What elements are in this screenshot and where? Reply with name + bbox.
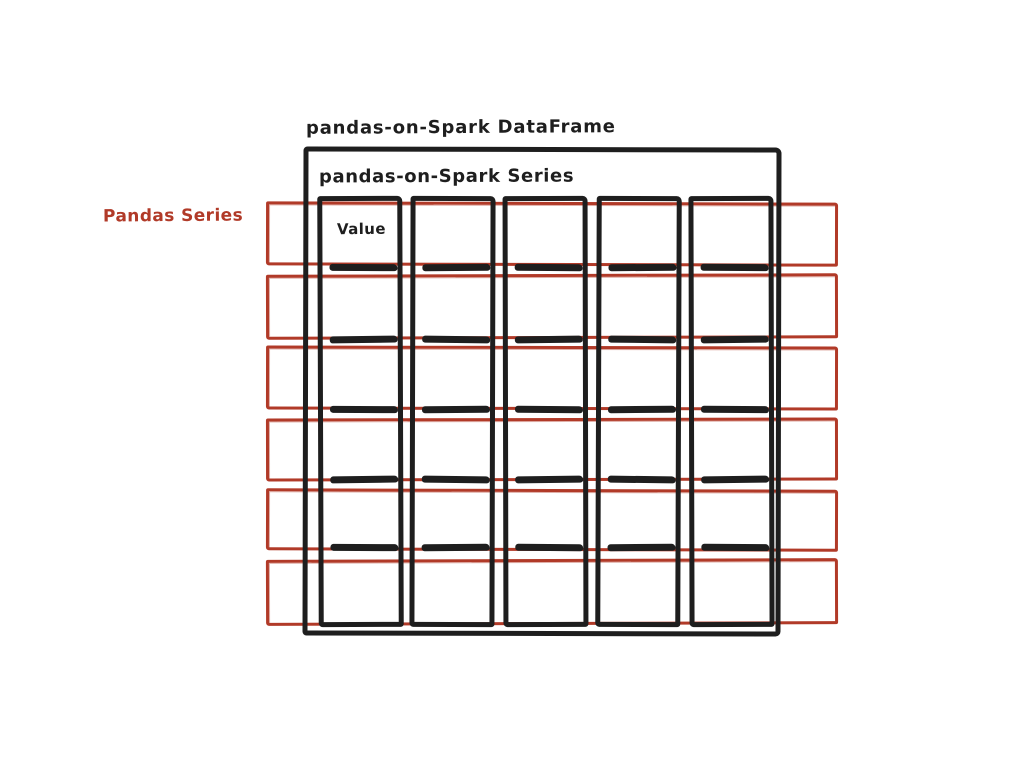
cell-separator bbox=[330, 476, 398, 484]
series-column bbox=[503, 196, 589, 627]
dataframe-title: pandas-on-Spark DataFrame bbox=[305, 116, 616, 139]
cell-separator bbox=[329, 264, 397, 271]
cell-separator bbox=[701, 406, 769, 413]
cell-separator bbox=[701, 336, 769, 344]
series-column bbox=[595, 196, 682, 627]
cell-separator bbox=[515, 406, 583, 413]
cell-separator bbox=[701, 476, 769, 484]
cell-separator bbox=[608, 264, 676, 271]
cell-separator bbox=[422, 544, 490, 552]
cell-separator bbox=[515, 264, 583, 271]
pandas-series-label: Pandas Series bbox=[102, 205, 244, 227]
spark-series-label: pandas-on-Spark Series bbox=[318, 165, 575, 188]
cell-separator bbox=[330, 406, 398, 413]
cell-separator bbox=[608, 336, 676, 344]
series-column bbox=[688, 196, 774, 627]
cell-separator bbox=[515, 336, 583, 344]
cell-separator bbox=[701, 264, 769, 271]
series-column bbox=[409, 196, 495, 627]
cell-separator bbox=[515, 544, 583, 551]
cell-separator bbox=[608, 406, 676, 413]
cell-separator bbox=[330, 544, 398, 551]
cell-separator bbox=[515, 476, 583, 484]
cell-separator bbox=[422, 336, 490, 344]
cell-separator bbox=[701, 544, 769, 551]
cell-separator bbox=[422, 406, 490, 414]
cell-separator bbox=[608, 544, 676, 551]
cell-separator bbox=[608, 476, 676, 484]
series-column bbox=[317, 196, 404, 627]
cell-separator bbox=[330, 336, 398, 344]
cell-value-label: Value bbox=[336, 219, 386, 239]
cell-separator bbox=[422, 476, 490, 484]
cell-separator bbox=[422, 264, 490, 272]
